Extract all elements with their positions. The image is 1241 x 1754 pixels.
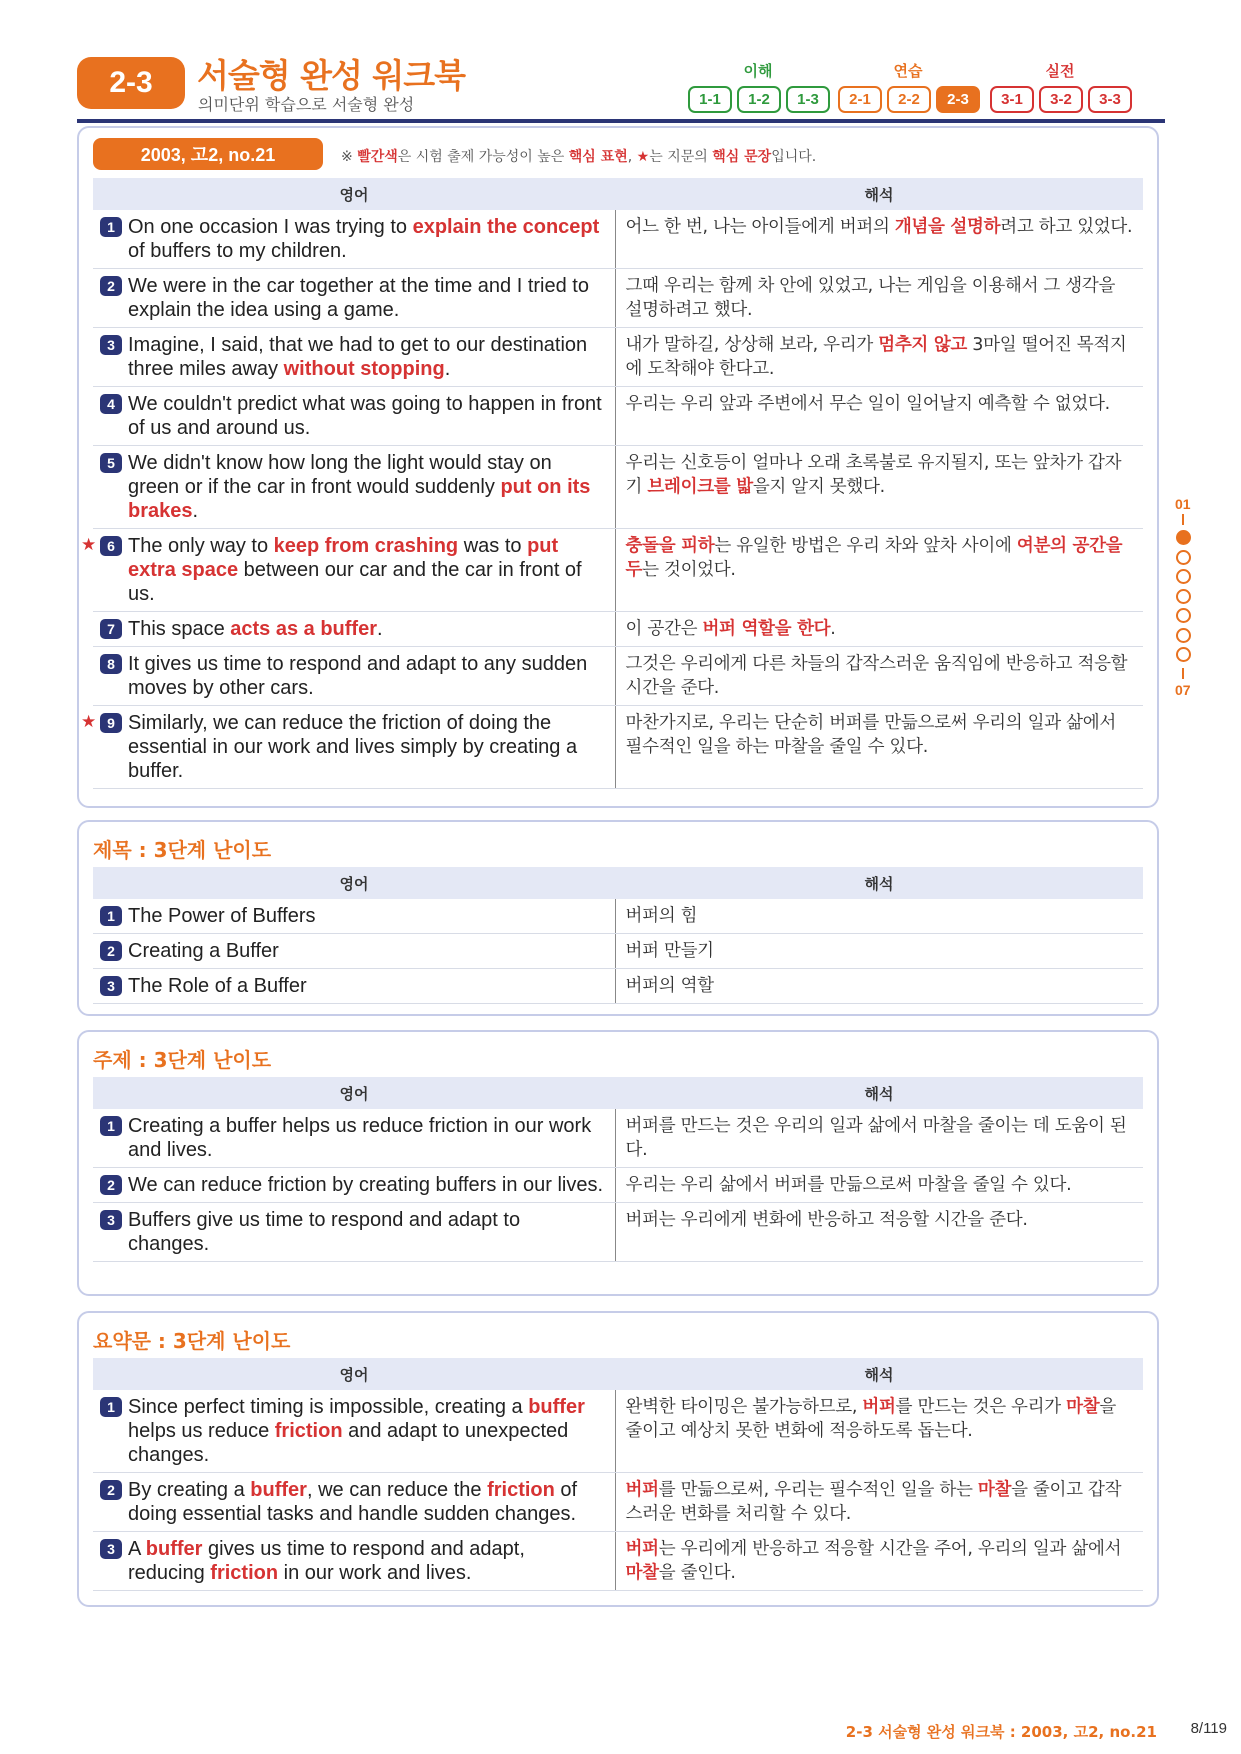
korean-cell — [615, 529, 1143, 612]
text-segment: 3마일 떨어진 목적지에 도착해야 한다고. — [625, 335, 1127, 379]
text-segment: and adapt to unexpected changes. — [128, 1420, 569, 1466]
legend-prefix: ※ — [341, 149, 358, 165]
sentence-number-badge: 3 — [100, 335, 122, 355]
key-expression: 버퍼 — [625, 1480, 659, 1500]
table-row — [93, 1168, 1143, 1203]
key-expression: 버퍼 역할을 한다 — [702, 619, 831, 639]
sentence-number-badge: 7 — [100, 619, 122, 639]
korean-cell — [615, 210, 1143, 269]
text-segment: The Power of Buffers — [128, 905, 316, 927]
text-segment: 우리는 우리 앞과 주변에서 무슨 일이 일어날지 예측할 수 없었다. — [625, 394, 1110, 414]
column-header-korean: 해석 — [615, 867, 1143, 899]
text-segment: . — [830, 619, 836, 639]
key-expression: buffer — [250, 1479, 307, 1501]
level-tab-2-3[interactable]: 2-3 — [936, 86, 980, 113]
english-cell — [93, 647, 615, 706]
star-icon: ★ — [81, 712, 97, 731]
english-cell — [93, 1203, 615, 1262]
key-expression: 여분의 공간을 두 — [625, 536, 1123, 580]
text-segment: Imagine, I said, that we had to get to our destination three miles away — [128, 334, 588, 380]
key-expression: explain the concept — [412, 216, 600, 238]
english-cell — [93, 446, 615, 529]
page-subtitle: 의미단위 학습으로 서술형 완성 — [198, 95, 415, 114]
header-divider — [77, 119, 1165, 123]
korean-cell — [615, 969, 1143, 1004]
text-segment: 을 줄이고 예상치 못한 변화에 적응하도록 돕는다. — [625, 1397, 1116, 1441]
text-segment: 을지 알지 못했다. — [752, 477, 885, 497]
english-cell — [93, 969, 615, 1004]
table-row — [93, 969, 1143, 1004]
text-segment: Creating a buffer helps us reduce friction in our work and lives. — [128, 1115, 592, 1161]
text-segment: of buffers to my children. — [128, 240, 347, 262]
korean-cell — [615, 647, 1143, 706]
level-group-label-real: 실전 — [1045, 62, 1075, 80]
text-segment: A — [128, 1538, 146, 1560]
legend-suffix: 입니다. — [771, 149, 817, 165]
column-header-korean: 해석 — [615, 178, 1143, 210]
summary-table — [93, 1358, 1143, 1591]
legend-red-word: 빨간색 — [357, 149, 398, 165]
text-segment: The only way to — [128, 535, 274, 557]
korean-cell — [615, 1203, 1143, 1262]
page-number: 8/119 — [1190, 1720, 1227, 1737]
key-expression: 버퍼 — [862, 1397, 896, 1417]
column-header-english: 영어 — [93, 1358, 615, 1390]
text-segment: 내가 말하길, 상상해 보라, 우리가 — [625, 335, 879, 355]
english-cell — [93, 210, 615, 269]
theme-table — [93, 1077, 1143, 1262]
key-expression: friction — [274, 1420, 343, 1442]
section-heading-theme: 주제 : 3단계 난이도 — [93, 1048, 272, 1072]
sentence-number-badge: 3 — [100, 1210, 122, 1230]
sentence-number-badge: 6 — [100, 536, 122, 556]
side-nav-bar-top — [1182, 514, 1184, 525]
english-cell — [93, 1390, 615, 1473]
side-nav-dot[interactable] — [1176, 569, 1191, 584]
level-tab-1-1[interactable]: 1-1 — [688, 86, 732, 113]
text-segment: 이 공간은 — [625, 619, 703, 639]
level-tab-3-1[interactable]: 3-1 — [990, 86, 1034, 113]
sentence-number-badge: 3 — [100, 1539, 122, 1559]
text-segment: . — [444, 358, 451, 380]
text-segment: of doing essential tasks and handle sudden changes. — [128, 1479, 578, 1525]
korean-cell — [615, 1473, 1143, 1532]
text-segment: 를 만드는 것은 우리가 — [895, 1397, 1067, 1417]
table-row — [93, 387, 1143, 446]
sentence-number-badge: 2 — [100, 1480, 122, 1500]
table-row — [93, 269, 1143, 328]
sentence-number-badge: 1 — [100, 1116, 122, 1136]
text-segment: between our car and the car in front of us. — [128, 559, 582, 605]
text-segment: We didn't know how long the light would stay on green or if the car in front would suddenly — [128, 452, 552, 498]
text-segment: 우리는 우리 삶에서 버퍼를 만듦으로써 마찰을 줄일 수 있다. — [625, 1175, 1072, 1195]
text-segment: We were in the car together at the time and I tried to explain the idea using a game. — [128, 275, 589, 321]
text-segment: 는 것이었다. — [642, 560, 736, 580]
table-row — [93, 446, 1143, 529]
table-row — [93, 1109, 1143, 1168]
column-header-english: 영어 — [93, 1077, 615, 1109]
sentence-number-badge: 1 — [100, 1397, 122, 1417]
sentence-number-badge: 2 — [100, 941, 122, 961]
sentence-number-badge: 2 — [100, 1175, 122, 1195]
text-segment: , we can reduce the — [306, 1479, 488, 1501]
text-segment: helps us reduce — [128, 1420, 275, 1442]
sentence-number-badge: 1 — [100, 217, 122, 237]
legend-text-3: 는 지문의 — [649, 149, 713, 165]
text-segment: 를 만듦으로써, 우리는 필수적인 일을 하는 — [658, 1480, 978, 1500]
side-nav-dot[interactable] — [1176, 550, 1191, 565]
english-cell — [93, 899, 615, 934]
legend-text-1: 은 시험 출제 가능성이 높은 — [397, 149, 569, 165]
korean-cell — [615, 612, 1143, 647]
text-segment: The Role of a Buffer — [128, 975, 307, 997]
sentence-number-badge: 9 — [100, 713, 122, 733]
level-group-label-practice: 연습 — [893, 62, 923, 80]
text-segment: 는 유일한 방법은 우리 차와 앞차 사이에 — [714, 536, 1017, 556]
key-expression: 개념을 설명하 — [894, 217, 1001, 237]
korean-cell — [615, 328, 1143, 387]
legend-key-expression: 핵심 표현 — [568, 149, 628, 165]
text-segment: 버퍼 만들기 — [625, 941, 714, 961]
side-nav-dot[interactable] — [1176, 608, 1191, 623]
theme-section — [77, 1030, 1159, 1296]
legend-note — [341, 146, 816, 166]
english-cell — [93, 269, 615, 328]
english-cell — [93, 328, 615, 387]
text-segment: 버퍼를 만드는 것은 우리의 일과 삶에서 마찰을 줄이는 데 도움이 된다. — [625, 1116, 1127, 1160]
english-cell — [93, 1473, 615, 1532]
key-expression: buffer — [145, 1538, 203, 1560]
english-cell — [81, 706, 615, 789]
text-segment: 는 우리에게 반응하고 적응할 시간을 주어, 우리의 일과 삶에서 — [658, 1539, 1122, 1559]
level-tab-1-2[interactable]: 1-2 — [737, 86, 781, 113]
side-nav-dot[interactable] — [1176, 530, 1191, 545]
legend-star-icon: ★ — [636, 149, 650, 165]
text-segment: Buffers give us time to respond and adapt to changes. — [128, 1209, 521, 1255]
key-expression: acts as a buffer — [230, 618, 377, 640]
text-segment: was to — [458, 535, 528, 557]
text-segment: It gives us time to respond and adapt to any sudden moves by other cars. — [128, 653, 588, 699]
english-cell — [93, 1168, 615, 1203]
text-segment: 어느 한 번, 나는 아이들에게 버퍼의 — [625, 217, 895, 237]
sentence-number-badge: 3 — [100, 976, 122, 996]
english-cell — [93, 387, 615, 446]
passage-table — [81, 178, 1143, 789]
table-row — [93, 529, 1143, 612]
text-segment: 그때 우리는 함께 차 안에 있었고, 나는 게임을 이용해서 그 생각을 설명하려고 했다. — [625, 276, 1116, 320]
english-cell — [93, 1109, 615, 1168]
korean-cell — [615, 934, 1143, 969]
unit-badge: 2-3 — [77, 57, 185, 109]
table-row — [93, 1532, 1143, 1591]
level-tab-1-3[interactable]: 1-3 — [786, 86, 830, 113]
text-segment: 려고 하고 있었다. — [1000, 217, 1133, 237]
table-row — [93, 328, 1143, 387]
text-segment: 버퍼의 역할 — [625, 976, 714, 996]
key-expression: put extra space — [128, 535, 559, 581]
english-cell — [93, 612, 615, 647]
text-segment: 버퍼는 우리에게 변화에 반응하고 적응할 시간을 준다. — [625, 1210, 1028, 1230]
text-segment: We couldn't predict what was going to happen in front of us and around us. — [128, 393, 602, 439]
table-row — [93, 647, 1143, 706]
sentence-number-badge: 5 — [100, 453, 122, 473]
column-header-english: 영어 — [93, 178, 615, 210]
english-cell — [93, 1532, 615, 1591]
page-title: 서술형 완성 워크북 — [197, 56, 466, 95]
level-tab-3-2[interactable]: 3-2 — [1039, 86, 1083, 113]
text-segment: in our work and lives. — [278, 1562, 472, 1584]
table-row — [93, 612, 1143, 647]
side-nav-bar-bottom — [1182, 668, 1184, 679]
level-group-label-understand: 이해 — [743, 62, 773, 80]
side-nav-dot[interactable] — [1176, 628, 1191, 643]
key-expression: put on its brakes — [128, 476, 591, 522]
column-header-korean: 해석 — [615, 1077, 1143, 1109]
level-tab-2-2[interactable]: 2-2 — [887, 86, 931, 113]
korean-cell — [615, 1390, 1143, 1473]
english-cell — [93, 934, 615, 969]
star-icon: ★ — [81, 535, 97, 554]
korean-cell — [615, 1168, 1143, 1203]
text-segment: 을 줄이고 갑작스러운 변화를 처리할 수 있다. — [625, 1480, 1122, 1524]
korean-cell — [615, 899, 1143, 934]
table-row — [93, 1390, 1143, 1473]
key-expression: without stopping — [283, 358, 445, 380]
table-row — [93, 1473, 1143, 1532]
title-table — [93, 867, 1143, 1004]
text-segment: 그것은 우리에게 다른 차들의 갑작스러운 움직임에 반응하고 적응할 시간을 준다. — [625, 654, 1128, 698]
key-expression: 마찰 — [977, 1480, 1012, 1500]
key-expression: buffer — [528, 1396, 585, 1418]
korean-cell — [615, 387, 1143, 446]
passage-section — [77, 126, 1159, 808]
side-nav-dot[interactable] — [1176, 647, 1191, 662]
legend-key-sentence: 핵심 문장 — [712, 149, 772, 165]
sentence-number-badge: 4 — [100, 394, 122, 414]
legend-text-2: , — [627, 149, 637, 165]
section-heading-summary: 요약문 : 3단계 난이도 — [93, 1329, 291, 1353]
key-expression: 버퍼 — [625, 1539, 659, 1559]
key-expression: friction — [210, 1562, 279, 1584]
column-header-korean: 해석 — [615, 1358, 1143, 1390]
key-expression: 마찰 — [625, 1563, 659, 1583]
key-expression: 충돌을 피하 — [625, 536, 715, 556]
text-segment: On one occasion I was trying to — [128, 216, 413, 238]
text-segment: . — [192, 500, 199, 522]
text-segment: We can reduce friction by creating buffers in our lives. — [128, 1174, 604, 1196]
text-segment: gives us time to respond and adapt, reducing — [128, 1538, 525, 1584]
english-cell — [81, 529, 615, 612]
text-segment: Since perfect timing is impossible, creating a — [128, 1396, 529, 1418]
footer-title: 2-3 서술형 완성 워크북 : 2003, 고2, no.21 — [845, 1723, 1157, 1741]
table-row — [93, 1203, 1143, 1262]
key-expression: 마찰 — [1066, 1397, 1100, 1417]
key-expression: keep from crashing — [273, 535, 459, 557]
text-segment: By creating a — [128, 1479, 251, 1501]
text-segment: . — [377, 618, 383, 640]
table-row — [93, 899, 1143, 934]
side-nav-dot[interactable] — [1176, 589, 1191, 604]
text-segment: Similarly, we can reduce the friction of doing the essential in our work and lives simply by creating a buffer. — [128, 712, 578, 782]
text-segment: Creating a Buffer — [128, 940, 279, 962]
text-segment: 버퍼의 힘 — [625, 906, 698, 926]
korean-cell — [615, 269, 1143, 328]
sentence-number-badge: 1 — [100, 906, 122, 926]
table-row — [93, 210, 1143, 269]
table-row — [93, 706, 1143, 789]
level-tab-3-3[interactable]: 3-3 — [1088, 86, 1132, 113]
korean-cell — [615, 1532, 1143, 1591]
section-heading-title: 제목 : 3단계 난이도 — [93, 838, 272, 862]
korean-cell — [615, 1109, 1143, 1168]
korean-cell — [615, 446, 1143, 529]
key-expression: 브레이크를 밟 — [647, 477, 753, 497]
side-nav-end: 07 — [1175, 682, 1191, 698]
text-segment: 마찬가지로, 우리는 단순히 버퍼를 만듦으로써 우리의 일과 삶에서 필수적인 일을 하는 마찰을 줄일 수 있다. — [625, 713, 1116, 757]
summary-section — [77, 1311, 1159, 1607]
column-header-english: 영어 — [93, 867, 615, 899]
text-segment: 을 줄인다. — [658, 1563, 736, 1583]
key-expression: 멈추지 않고 — [878, 335, 968, 355]
korean-cell — [615, 706, 1143, 789]
sentence-number-badge: 2 — [100, 276, 122, 296]
title-section — [77, 820, 1159, 1016]
text-segment: This space — [128, 618, 231, 640]
side-nav-start: 01 — [1175, 496, 1191, 512]
level-tab-2-1[interactable]: 2-1 — [838, 86, 882, 113]
table-row — [93, 934, 1143, 969]
text-segment: 우리는 신호등이 얼마나 오래 초록불로 유지될지, 또는 앞차가 갑자기 — [625, 453, 1122, 497]
key-expression: friction — [487, 1479, 555, 1501]
source-badge: 2003, 고2, no.21 — [93, 138, 323, 170]
sentence-number-badge: 8 — [100, 654, 122, 674]
text-segment: 완벽한 타이밍은 불가능하므로, — [625, 1397, 863, 1417]
